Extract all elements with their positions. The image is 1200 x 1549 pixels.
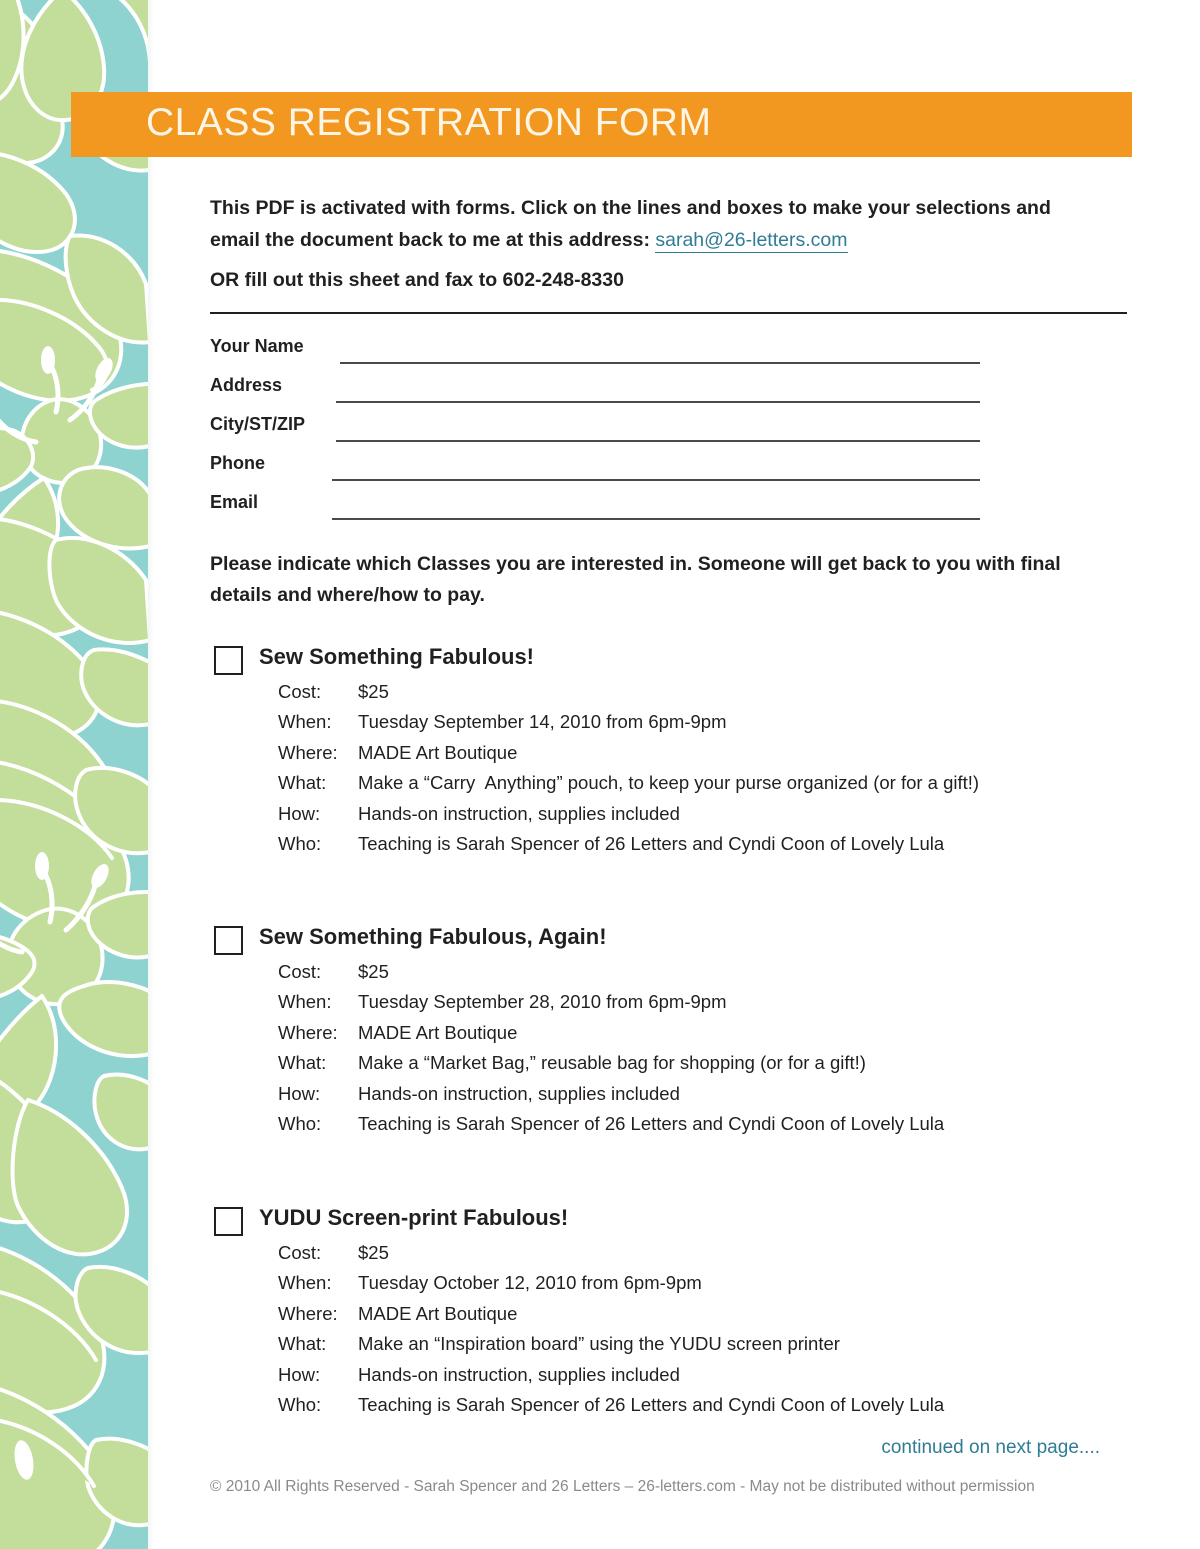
detail-row [210, 1242, 1110, 1272]
detail-value: MADE Art Boutique [358, 741, 518, 763]
detail-key: What: [278, 772, 327, 794]
detail-value: Tuesday September 28, 2010 from 6pm-9pm [358, 991, 727, 1013]
detail-value: Make a “Market Bag,” reusable bag for shopping (or for a gift!) [358, 1052, 866, 1074]
field-row-email [210, 492, 1010, 531]
field-input-your-name[interactable] [340, 362, 980, 364]
detail-key: Cost: [278, 961, 322, 982]
detail-key: Where: [278, 1302, 338, 1324]
class-block [210, 640, 1110, 863]
field-input-address[interactable] [336, 401, 980, 403]
detail-value: MADE Art Boutique [358, 1302, 518, 1324]
detail-key: Where: [278, 741, 338, 763]
intro-line-2-prefix: email the document back to me at this address: [210, 228, 656, 251]
class-title: Sew Something Fabulous, Again! [259, 924, 607, 949]
detail-row [210, 1272, 1110, 1302]
detail-key: When: [278, 711, 332, 733]
class-header [210, 920, 1110, 956]
detail-row [210, 961, 1110, 991]
detail-value: Teaching is Sarah Spencer of 26 Letters and Cyndi Coon of Lovely Lula [358, 1393, 945, 1415]
detail-row [210, 833, 1110, 863]
detail-key: Who: [278, 832, 322, 854]
class-checkbox[interactable] [214, 926, 243, 955]
detail-key: Where: [278, 1021, 338, 1043]
class-checkbox[interactable] [214, 1207, 243, 1236]
detail-row [210, 991, 1110, 1021]
class-title: YUDU Screen-print Fabulous! [259, 1205, 569, 1230]
fax-instruction: OR fill out this sheet and fax to 602-248-8330 [210, 269, 624, 291]
class-checkbox[interactable] [214, 646, 243, 675]
detail-value: $25 [358, 681, 389, 702]
continued-next-page-link[interactable]: continued on next page.... [881, 1437, 1100, 1458]
detail-value: Teaching is Sarah Spencer of 26 Letters and Cyndi Coon of Lovely Lula [358, 1112, 945, 1134]
field-label-city-st-zip: City/ST/ZIP [210, 414, 306, 434]
field-input-city-st-zip[interactable] [336, 440, 980, 442]
detail-value: MADE Art Boutique [358, 1021, 518, 1043]
class-details [210, 1242, 1110, 1424]
classes-instruction: Please indicate which Classes you are interested in. Someone will get back to you with final details and where/how to pay. [210, 553, 1061, 607]
detail-value: Tuesday September 14, 2010 from 6pm-9pm [358, 711, 727, 733]
detail-key: What: [278, 1052, 327, 1074]
detail-row [210, 1333, 1110, 1363]
detail-row [210, 772, 1110, 802]
detail-key: What: [278, 1333, 327, 1355]
detail-value: Make a “Carry Anything” pouch, to keep your purse organized (or for a gift!) [358, 772, 980, 794]
detail-value: Hands-on instruction, supplies included [358, 1363, 680, 1385]
field-row-city-st-zip [210, 414, 1010, 453]
class-title: Sew Something Fabulous! [259, 644, 535, 669]
field-input-phone[interactable] [332, 479, 980, 481]
field-label-phone: Phone [210, 453, 266, 473]
detail-key: When: [278, 1272, 332, 1294]
detail-key: Who: [278, 1112, 322, 1134]
detail-key: Who: [278, 1393, 322, 1415]
email-link[interactable]: sarah@26-letters.com [655, 228, 848, 251]
field-row-your-name [210, 336, 1010, 375]
detail-row [210, 1083, 1110, 1113]
class-block [210, 1201, 1110, 1424]
detail-value: $25 [358, 961, 389, 982]
field-label-your-name: Your Name [210, 336, 304, 356]
floral-pattern-icon [0, 0, 148, 1549]
detail-value: $25 [358, 1242, 389, 1263]
detail-key: How: [278, 1082, 321, 1104]
detail-key: How: [278, 1363, 321, 1385]
page-title: CLASS REGISTRATION FORM [146, 101, 712, 144]
detail-value: Tuesday October 12, 2010 from 6pm-9pm [358, 1272, 702, 1294]
detail-row [210, 803, 1110, 833]
detail-row [210, 711, 1110, 741]
detail-key: Cost: [278, 1242, 322, 1263]
section-divider [210, 312, 1127, 314]
intro-line-1: This PDF is activated with forms. Click on the lines and boxes to make your selections and [210, 197, 1051, 219]
detail-row [210, 1394, 1110, 1424]
field-label-email: Email [210, 492, 259, 512]
class-header [210, 640, 1110, 676]
intro-paragraph [210, 193, 1070, 256]
detail-key: How: [278, 802, 321, 824]
detail-value: Hands-on instruction, supplies included [358, 802, 680, 824]
detail-row [210, 1022, 1110, 1052]
detail-key: Cost: [278, 681, 322, 702]
field-row-phone [210, 453, 1010, 492]
detail-value: Make an “Inspiration board” using the YUDU screen printer [358, 1333, 840, 1355]
field-input-email[interactable] [332, 518, 980, 520]
detail-row [210, 1364, 1110, 1394]
detail-row [210, 681, 1110, 711]
field-label-address: Address [210, 375, 283, 395]
detail-key: When: [278, 991, 332, 1013]
band-edge-fade [148, 0, 154, 1549]
field-row-address [210, 375, 1010, 414]
contact-form [210, 336, 1010, 531]
detail-value: Teaching is Sarah Spencer of 26 Letters and Cyndi Coon of Lovely Lula [358, 832, 945, 854]
detail-row [210, 742, 1110, 772]
copyright-notice: © 2010 All Rights Reserved - Sarah Spencer and 26 Letters – 26-letters.com - May not be distributed without permission [210, 1478, 1035, 1495]
detail-row [210, 1113, 1110, 1143]
detail-value: Hands-on instruction, supplies included [358, 1082, 680, 1104]
detail-row [210, 1303, 1110, 1333]
decorative-floral-band [0, 0, 148, 1549]
class-details [210, 681, 1110, 863]
class-details [210, 961, 1110, 1143]
detail-row [210, 1052, 1110, 1082]
class-header [210, 1201, 1110, 1237]
class-block [210, 920, 1110, 1143]
